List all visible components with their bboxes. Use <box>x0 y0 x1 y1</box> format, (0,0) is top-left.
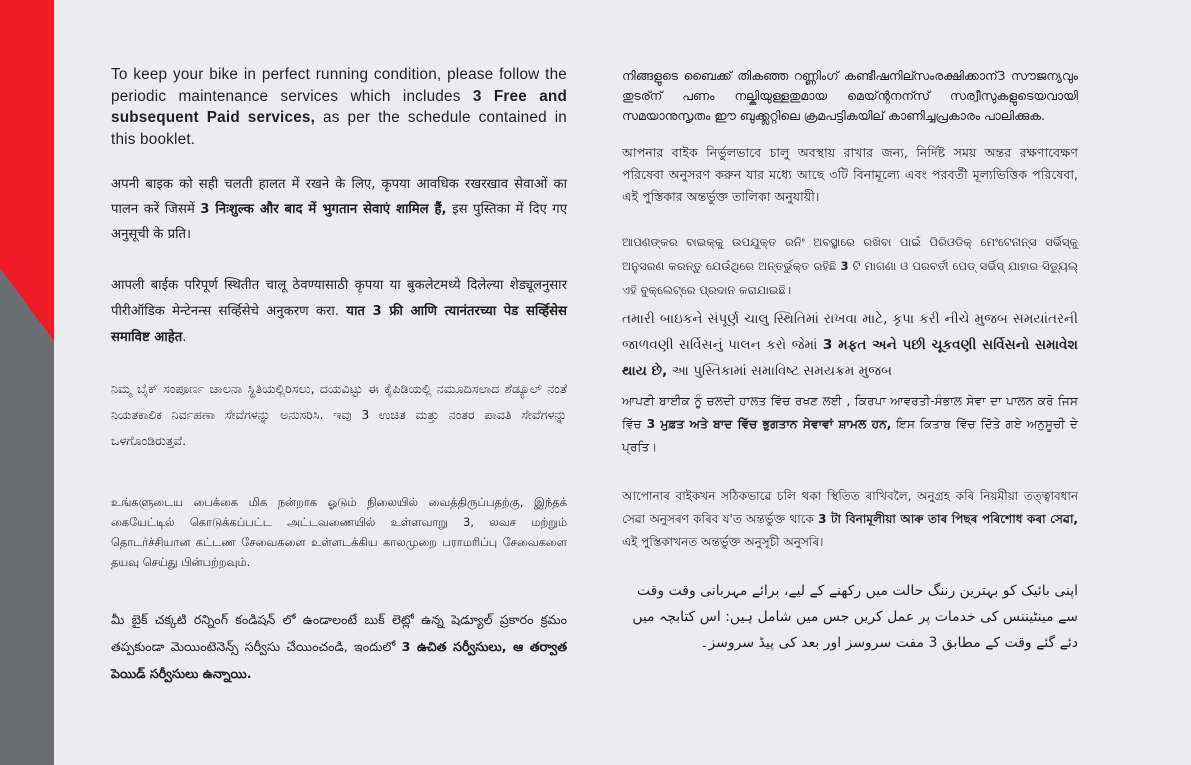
paragraph-urdu <box>622 578 1078 656</box>
paragraph-telugu <box>111 606 567 687</box>
text: ਇਸ ਕਿਤਾਬ ਵਿੱਚ ਦਿੱਤੇ ਗਏ ਅਨੁਸੂਚੀ ਦੇ ਪ੍ਰਤਿ। <box>622 417 1078 454</box>
paragraph-english <box>111 64 567 150</box>
bold-text: 3 ఉచిత సర్వీసులు, ఆ తర్వాత పెయిడ్ సర్వీసులు ఉన్నాయి. <box>111 639 567 681</box>
paragraph-gujarati <box>622 306 1078 384</box>
text: ನಿಮ್ಮ ಬೈಕ್ ಸಂಪೂರ್ಣ ಚಾಲನಾ ಸ್ಥಿತಿಯಲ್ಲಿರಿಸಲು, ದಯವಿಟ್ಟು ಈ ಕೈಪಿಡಿಯಲ್ಲಿ ನಮೂದಿಸಲಾದ ಶೆಡ್ಯೂಲ್ ನಂತೆ ನಿಯತಕಾಲಿಕ ನಿರ್ವಹಣಾ ಸೇವೆಗಳನ್ನು ಅನುಸರಿಸಿ. ಇವು 3 ಉಚಿತ ಮತ್ತು ನಂತರ ಪಾವತಿ ಸೇವೆಗಳನ್ನು ಒಳಗೊಂಡಿರುತ್ತವೆ. <box>111 381 567 448</box>
text: നിങ്ങളുടെ ബൈക്ക് തികഞ്ഞ റണ്ണിംഗ് കണ്ടീഷനില്സംരക്ഷിക്കാന്3 സൗജന്യവും തുടര്ന് പണം നല്കിയുള്ളതുമായ മെയ്ന്റനന്സ് സര്വീസുകളുടെയവായി സമയാനുസൃതം ഈ ബുക്ക്ലറ്റിലെ ക്രമപട്ടികയില് കാണിച്ചപ്രകാരം പാലിക്കുക. <box>622 68 1078 123</box>
paragraph-odia <box>622 230 1078 302</box>
text: ଟି ମାଗଣା ଓ ପରବର୍ତୀ ପେଡ୍ ସର୍ଭିସ୍ ଯାହାର ସିଡ୍ୟୁଲ୍ ଏହି ବୁକ୍‌ଲେଟ୍‌ରେ ପ୍ରଦାନ କରାଯାଇଛି। <box>622 259 1078 297</box>
text: इस पुस्तिका में दिए गए अनुसूची के प्रति। <box>111 202 568 242</box>
text: এই পুস্তিকাখনত অন্তৰ্ভুক্ত অনুসূচী অনুসৰি। <box>622 535 824 549</box>
text: આ પુસ્તિકામાં સમાવિષ્ટ સમયક્રમ મુજબ <box>667 363 893 379</box>
paragraph-punjabi <box>622 390 1078 459</box>
bold-text: यात 3 फ्री आणि त्यानंतरच्या पेड सर्व्हिसेस समाविष्ट आहेत <box>111 304 567 345</box>
text: உங்களுடைய பைக்கை மிக நன்றாக ஓடும் நிலையில் வைத்திருப்பதற்கு, இந்தக் கையேட்டில் கொடுக்கப்பட்ட அட்டவணையில் உள்ளவாறு 3, லவச மற்றும் தொடர்ச்சியான கட்டண சேவைகளை உள்ளடக்கிய காலமுறை பராமரிப்பு சேவைகளை தயவு செய்து பின்பற்றவும். <box>111 495 567 569</box>
text: as per the schedule contained in this booklet. <box>111 109 568 148</box>
bold-text: 3 <box>840 259 849 273</box>
paragraph-malayalam <box>622 66 1078 126</box>
paragraph-marathi <box>111 273 567 351</box>
right-column <box>622 64 1078 656</box>
text: તમારી બાઇકને સંપૂર્ણ ચાલુ સ્થિતિમાં રાખવા માટે, કૃપા કરી નીચે મુજબ સમયાંતરની જાળવણી સર્વિસનું પાલન કરો જેમાં <box>622 311 1078 353</box>
paragraph-hindi <box>111 172 567 247</box>
bold-text: 3 મફત અને પછી ચૂકવણી સર્વિસનો સમાવેશ થાય છે, <box>622 337 1078 379</box>
text: अपनी बाइक को सही चलती हालत में रखने के लिए, कृपया आवधिक रखरखाव सेवाओं का पालन करें जिसमें <box>111 177 567 217</box>
paragraph-assamese <box>622 485 1078 554</box>
paragraph-kannada <box>111 376 567 454</box>
paragraph-bengali <box>622 142 1078 208</box>
text: ଆପଣଙ୍କର ବାଇକ୍‌କୁ ଉପଯୁକ୍ତ ରନିଂ ଅବସ୍ଥାରେ ରଖିବା ପାଇଁ ପିରିଓଡିକ୍ ମେଂଟେନାନ୍ସ ସର୍ଭିସ୍‌କୁ ଅନୁସରଣ କରନ୍ତୁ ଯେଉଁଥିରେ ଅନ୍ତର୍ଭୁକ୍ତ ରହିଛି <box>622 235 1078 273</box>
bold-text: 3 निःशुल्क और बाद में भुगतान सेवाएं शामिल हैं, <box>200 202 447 217</box>
text: . <box>182 330 187 345</box>
text: اپنی بائیک کو بہترین رننگ حالت میں رکھنے کے لیے، برائے مہربانی وقت وقت سے مینٹیننس کی خدمات پر عمل کریں جس میں شامل ہیں: اس کتابچہ میں دئے گئے وقت کے مطابق 3 مفت سروسز اور بعد کی پیڈ سروسز۔ <box>632 583 1078 651</box>
left-column <box>111 64 567 687</box>
text: To keep your bike in perfect running condition, please follow the periodic maintenance services which includes <box>111 66 567 105</box>
bold-text: 3 Free and subsequent Paid services, <box>111 87 567 126</box>
text: आपली बाईक परिपूर्ण स्थितीत चालू ठेवण्यासाठी कृपया या बुकलेटमध्ये दिलेल्या शेड्यूलनुसार पीरीऑडिक मेन्टेनन्स सर्व्हिसेचे अनुकरण करा. <box>111 278 567 319</box>
text: మీ బైక్ చక్కటి రన్నింగ్ కండిషన్ లో ఉండాలంటే బుక్ లెట్లో ఉన్న షెడ్యూల్ ప్రకారం క్రమం తప్పకుండా మెయింటెనెన్స్ సర్వీసు చేయించండి, ఇందులో <box>111 612 567 654</box>
text: ਆਪਣੀ ਬਾਈਕ ਨੂੰ ਚਲਦੀ ਹਾਲਤ ਵਿੱਚ ਰਖਣ ਲਈ , ਕਿਰਪਾ ਆਵਰਤੀ-ਸੰਭਾਲ ਸੇਵਾ ਦਾ ਪਾਲਨ ਕਰੋ ਜਿਸ ਵਿੱਚ <box>622 394 1078 431</box>
paragraph-tamil <box>111 492 567 572</box>
bold-text: 3 টা বিনামূলীয়া আৰু তাৰ পিছৰ পৰিশোধ কৰা সেৱা, <box>818 512 1078 526</box>
text: আপনার বাইক নির্ভুলভাবে চালু অবস্থায় রাখার জন্য, নির্দিষ্ট সময় অন্তর রক্ষণাবেক্ষণ পরিষেবা অনুসরণ করুন যার মধ্যে আছে ৩টি বিনামূল্যে এবং পরবর্তী মূল্যভিত্তিক পরিষেবা, এই পুস্তিকার অন্তর্ভুক্ত তালিকা অনুযায়ী। <box>622 145 1078 204</box>
text: আপোনাৰ বাইকখন সঠিকভাৱে চলি থকা স্থিতিত ৰাখিবলৈ, অনুগ্ৰহ কৰি নিয়মীয়া তত্ত্বাবধান সেৱা অনুসৰণ কৰিব য'ত অন্তৰ্ভুক্ত থাকে <box>622 489 1078 526</box>
bold-text: 3 ਮੁਫ਼ਤ ਅਤੇ ਬਾਦ ਵਿੱਚ ਭੁਗਤਾਨ ਸੇਵਾਵਾਂ ਸ਼ਾਮਲ ਹਨ, <box>646 417 892 431</box>
